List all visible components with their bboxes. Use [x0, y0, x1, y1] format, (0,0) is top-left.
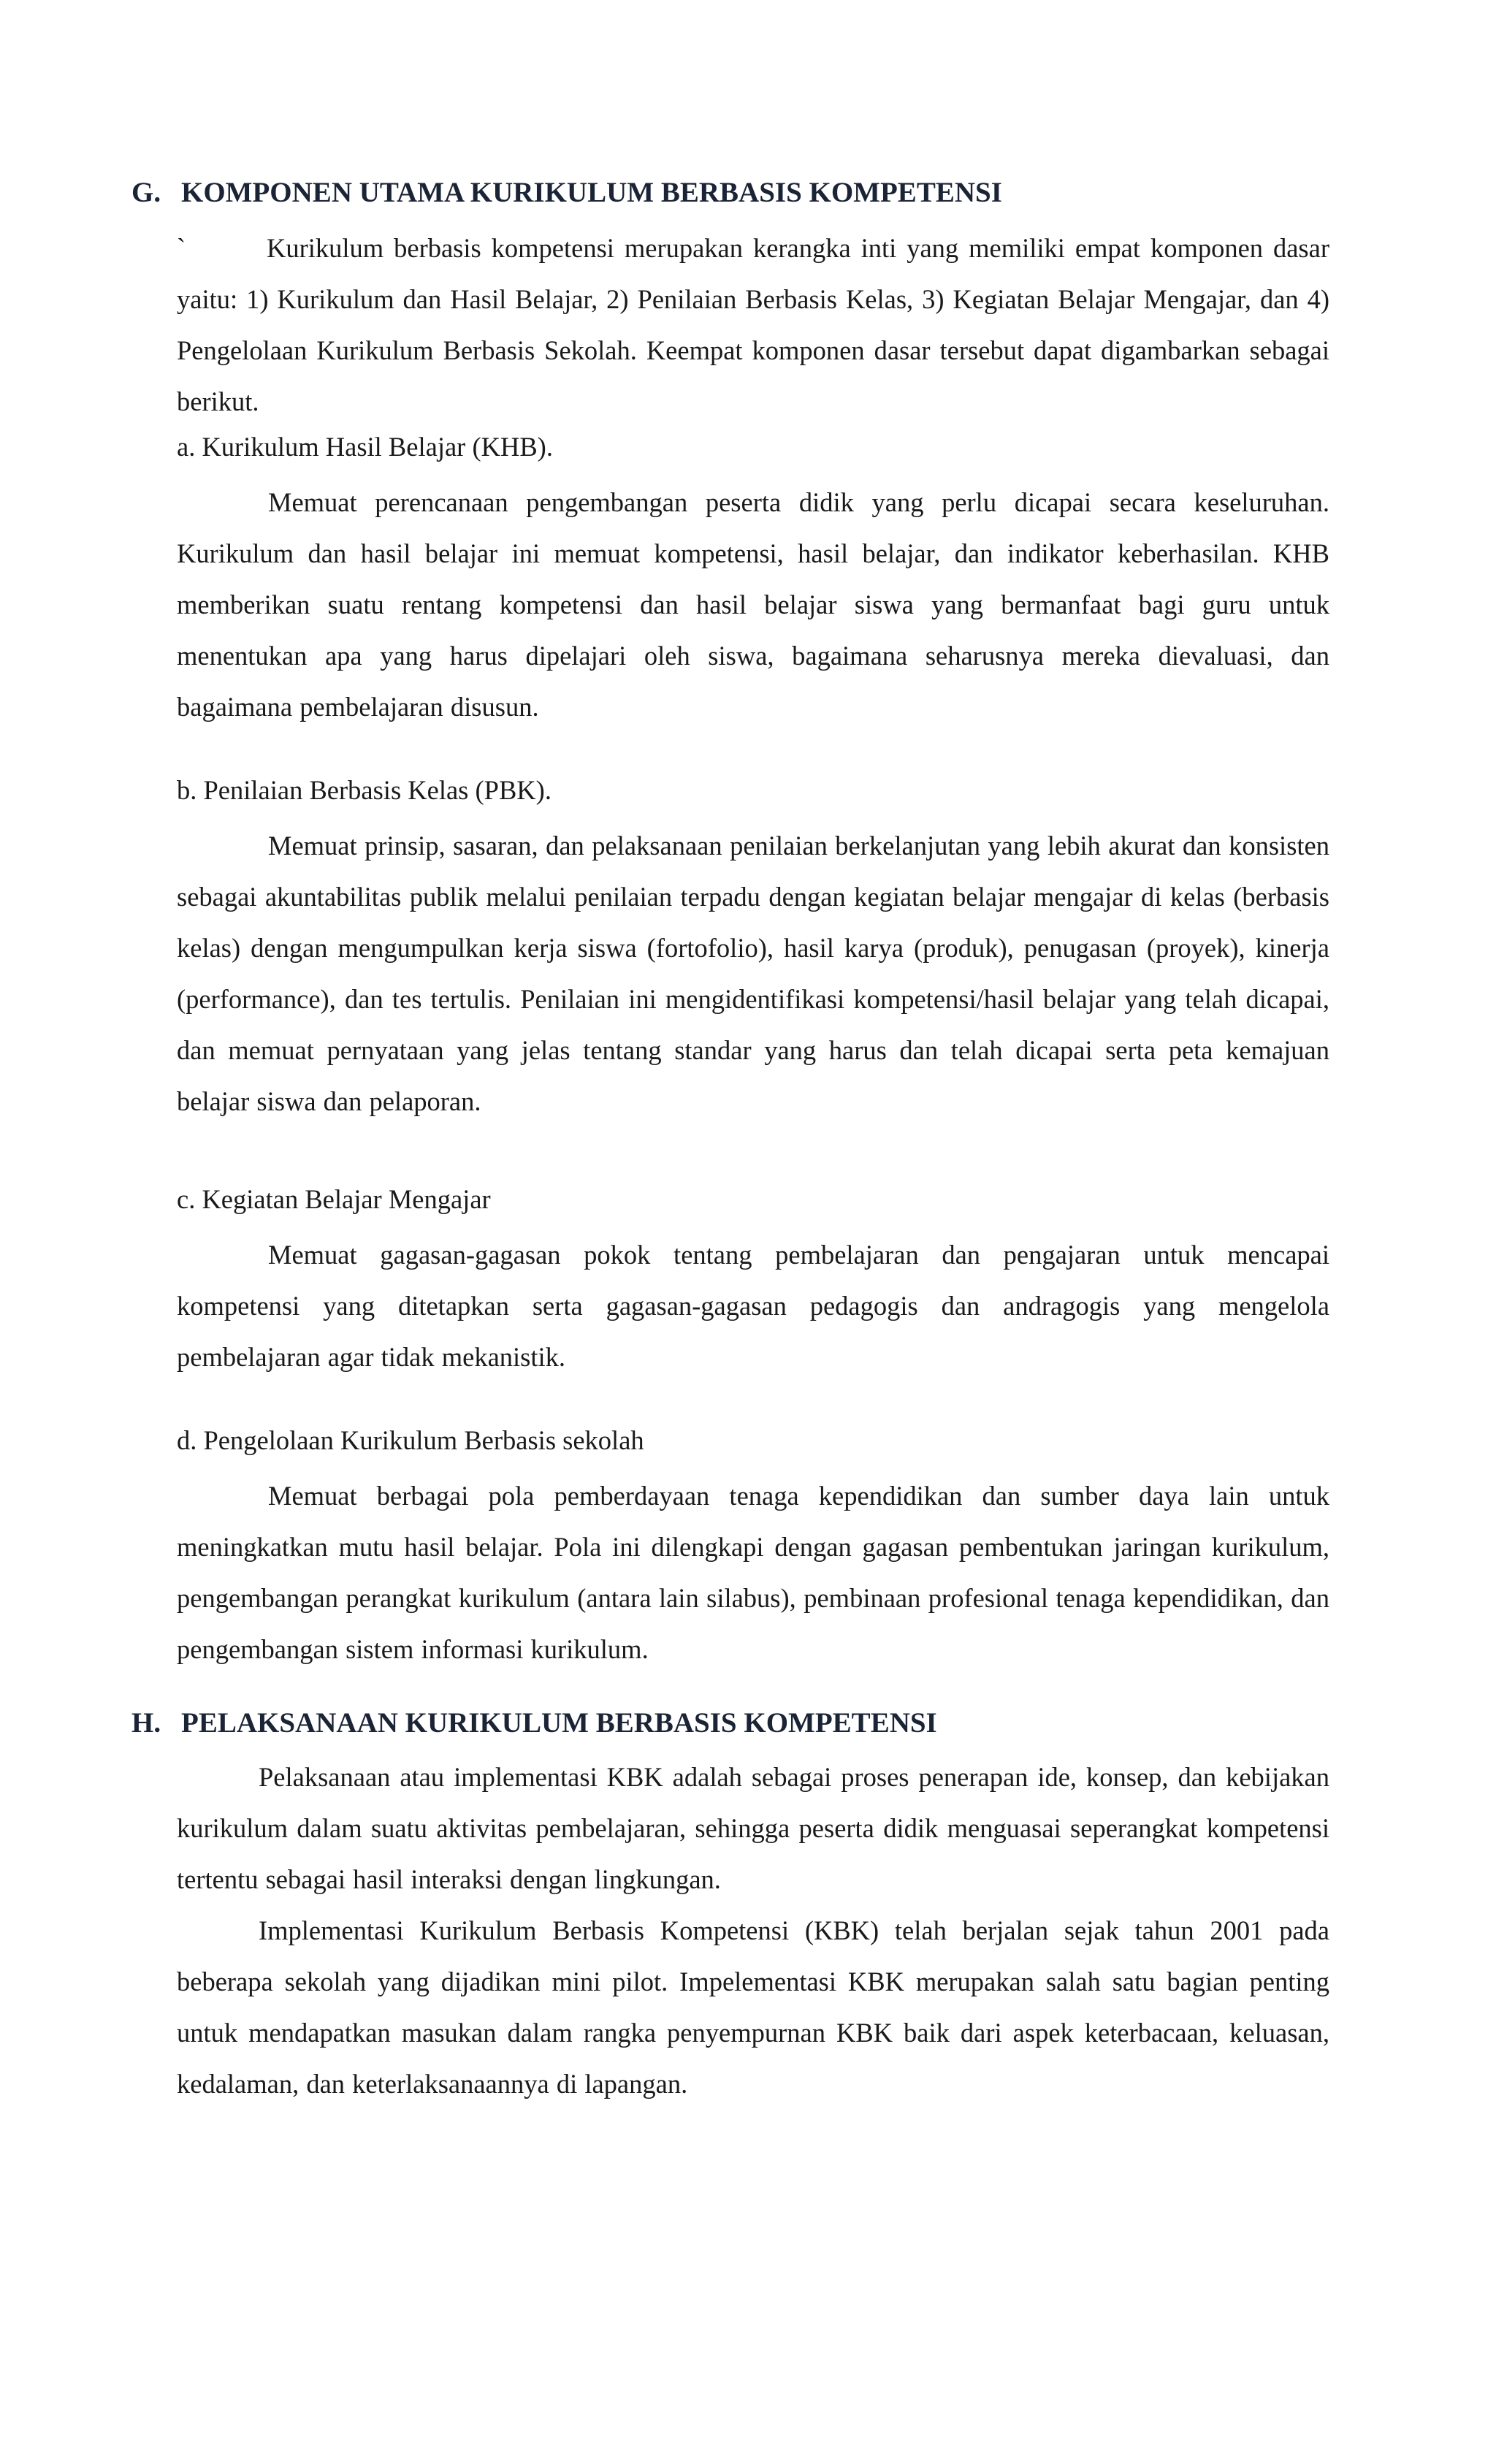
section-h-heading [131, 1706, 937, 1741]
item-c-paragraph: Memuat gagasan-gagasan pokok tentang pembelajaran dan pengajaran untuk mencapai kompetensi yang ditetapkan serta gagasan-gagasan pedagogis dan andragogis yang mengelola pembelajaran agar tidak mekanistik. [177, 1240, 1329, 1372]
section-g-title: KOMPONEN UTAMA KURIKULUM BERBASIS KOMPETENSI [181, 177, 1002, 208]
item-b-heading: b. Penilaian Berbasis Kelas (PBK). [177, 775, 552, 805]
section-h-paragraph-1: Pelaksanaan atau implementasi KBK adalah sebagai proses penerapan ide, konsep, dan kebijakan kurikulum dalam suatu aktivitas pembelajaran, sehingga peserta didik menguasai seperangkat kompetensi tertentu sebagai hasil interaksi dengan lingkungan. [177, 1762, 1329, 1894]
section-g-intro [177, 223, 1329, 427]
section-h-title: PELAKSANAAN KURIKULUM BERBASIS KOMPETENSI [181, 1707, 937, 1739]
item-d-paragraph: Memuat berbagai pola pemberdayaan tenaga kependidikan dan sumber daya lain untuk meningkatkan mutu hasil belajar. Pola ini dilengkapi dengan gagasan pembentukan jaringan kurikulum, pengembangan perangkat kurikulum (antara lain silabus), pembinaan profesional tenaga kependidikan, dan pengembangan sistem informasi kurikulum. [177, 1481, 1329, 1664]
section-g-letter: G. [131, 177, 161, 208]
item-d-heading: d. Pengelolaan Kurikulum Berbasis sekolah [177, 1425, 644, 1455]
section-h-letter: H. [131, 1707, 161, 1739]
item-a-paragraph: Memuat perencanaan pengembangan peserta didik yang perlu dicapai secara keseluruhan. Kurikulum dan hasil belajar ini memuat kompetensi, hasil belajar, dan indikator keberhasilan. KHB memberikan suatu rentang kompetensi dan hasil belajar siswa yang bermanfaat bagi guru untuk menentukan apa yang harus dipelajari oleh siswa, bagaimana seharusnya mereka dievaluasi, dan bagaimana pembelajaran disusun. [177, 487, 1329, 722]
item-c-heading: c. Kegiatan Belajar Mengajar [177, 1184, 491, 1214]
intro-tick: ` [177, 233, 186, 263]
item-a-heading: a. Kurikulum Hasil Belajar (KHB). [177, 432, 553, 462]
section-h-paragraph-2: Implementasi Kurikulum Berbasis Kompetensi (KBK) telah berjalan sejak tahun 2001 pada beberapa sekolah yang dijadikan mini pilot. Impelementasi KBK merupakan salah satu bagian penting untuk mendapatkan masukan dalam rangka penyempurnan KBK baik dari aspek keterbacaan, keluasan, kedalaman, dan keterlaksanaannya di lapangan. [177, 1915, 1329, 2099]
section-g-intro-text: Kurikulum berbasis kompetensi merupakan kerangka inti yang memiliki empat komponen dasar yaitu: 1) Kurikulum dan Hasil Belajar, 2) Penilaian Berbasis Kelas, 3) Kegiatan Belajar Mengajar, dan 4) Pengelolaan Kurikulum Berbasis Sekolah. Keempat komponen dasar tersebut dapat digambarkan sebagai berikut. [177, 233, 1329, 416]
item-b-paragraph: Memuat prinsip, sasaran, dan pelaksanaan penilaian berkelanjutan yang lebih akurat dan konsisten sebagai akuntabilitas publik melalui penilaian terpadu dengan kegiatan belajar mengajar di kelas (berbasis kelas) dengan mengumpulkan kerja siswa (fortofolio), hasil karya (produk), penugasan (proyek), kinerja (performance), dan tes tertulis. Penilaian ini mengidentifikasi kompetensi/hasil belajar yang telah dicapai, dan memuat pernyataan yang jelas tentang standar yang harus dan telah dicapai serta peta kemajuan belajar siswa dan pelaporan. [177, 831, 1329, 1116]
section-g-heading [131, 175, 1002, 210]
